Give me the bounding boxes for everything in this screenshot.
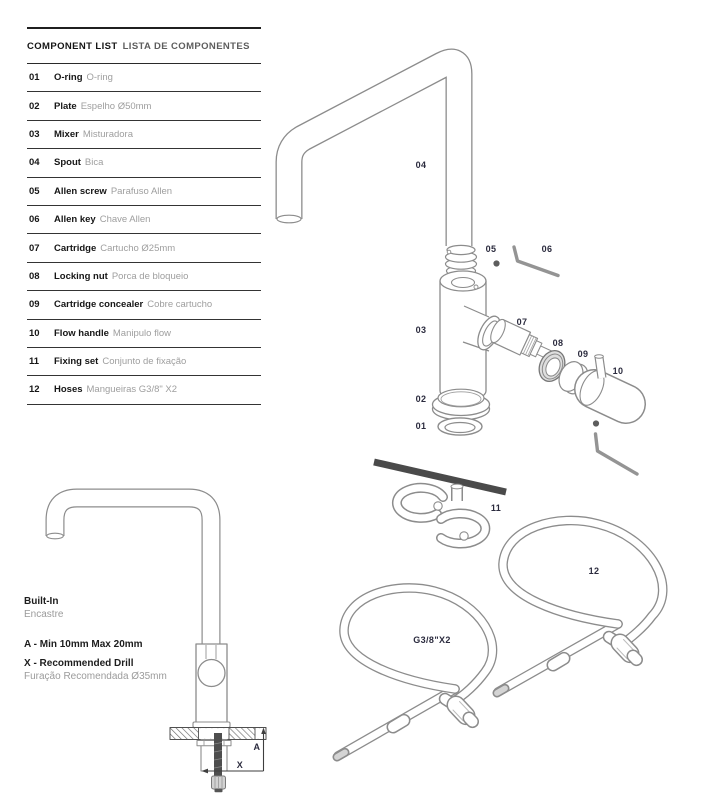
- list-item: [27, 263, 261, 291]
- item-name: Mixer: [54, 128, 79, 140]
- allen-key-2-drawing: [596, 434, 638, 474]
- allen-screw-drawing: [493, 260, 499, 266]
- part-label-01: 01: [415, 421, 427, 431]
- list-item: [27, 121, 261, 149]
- item-translation: Parafuso Allen: [110, 185, 173, 197]
- hoses-illustration: [337, 520, 663, 757]
- list-title-en: COMPONENT LIST: [27, 40, 118, 52]
- part-label-02: 02: [415, 394, 427, 404]
- item-number: 10: [29, 327, 40, 339]
- item-name: Cartridge concealer: [54, 299, 144, 311]
- item-name: Locking nut: [54, 270, 108, 282]
- item-number: 09: [29, 299, 40, 311]
- item-name: O-ring: [54, 72, 83, 84]
- item-translation: Conjunto de fixação: [102, 356, 187, 368]
- item-name: Spout: [54, 157, 81, 169]
- component-list: [27, 27, 261, 405]
- list-item: [27, 64, 261, 92]
- item-translation: O-ring: [86, 72, 113, 84]
- dimension-x-note: X - Recommended Drill: [24, 658, 134, 669]
- dimension-a-note: A - Min 10mm Max 20mm: [24, 639, 143, 650]
- item-translation: Porca de bloqueio: [111, 270, 189, 282]
- item-number: 02: [29, 100, 40, 112]
- flow-handle-drawing: [575, 355, 626, 409]
- part-label-04: 04: [415, 160, 427, 170]
- list-item: [27, 348, 261, 376]
- item-number: 03: [29, 128, 40, 140]
- item-name: Allen screw: [54, 185, 107, 197]
- part-label-06: 06: [541, 244, 553, 254]
- built-in-title: Built-In: [24, 596, 59, 607]
- part-label-09: 09: [577, 349, 589, 359]
- item-translation: Chave Allen: [99, 214, 151, 226]
- item-number: 04: [29, 157, 40, 169]
- item-name: Hoses: [54, 384, 83, 396]
- list-item: [27, 206, 261, 234]
- item-number: 11: [29, 356, 40, 368]
- item-name: Allen key: [54, 214, 96, 226]
- part-label-08: 08: [552, 338, 564, 348]
- o-ring-drawing: [438, 418, 482, 435]
- part-label-12: 12: [588, 566, 600, 576]
- item-number: 06: [29, 214, 40, 226]
- item-translation: Misturadora: [82, 128, 133, 140]
- item-name: Fixing set: [54, 356, 99, 368]
- list-item: [27, 234, 261, 262]
- dimension-x-label: X: [236, 760, 244, 770]
- list-item: [27, 149, 261, 177]
- item-number: 07: [29, 242, 40, 254]
- item-translation: Cobre cartucho: [147, 299, 213, 311]
- component-list-header: [27, 29, 261, 64]
- list-item: [27, 320, 261, 348]
- item-number: 05: [29, 185, 40, 197]
- item-translation: Cartucho Ø25mm: [100, 242, 176, 254]
- part-label-11: 11: [490, 503, 502, 513]
- list-item: [27, 376, 261, 404]
- item-name: Cartridge: [54, 242, 97, 254]
- built-in-note: [24, 595, 214, 683]
- dimension-x-subnote: Furação Recomendada Ø35mm: [24, 671, 167, 682]
- fixing-set-illustration: [374, 462, 506, 544]
- part-label-10: 10: [612, 366, 624, 376]
- item-number: 08: [29, 270, 40, 282]
- spout-drawing: [277, 62, 477, 276]
- list-item: [27, 178, 261, 206]
- item-number: 01: [29, 72, 40, 84]
- list-item: [27, 92, 261, 120]
- exploded-faucet-illustration: [277, 62, 637, 474]
- handle-screw-drawing: [593, 420, 599, 426]
- built-in-subtitle: Encastre: [24, 609, 64, 620]
- plate-drawing: [433, 389, 490, 420]
- item-name: Plate: [54, 100, 77, 112]
- part-label-07: 07: [516, 317, 528, 327]
- list-title-pt: LISTA DE COMPONENTES: [122, 40, 250, 52]
- item-translation: Espelho Ø50mm: [80, 100, 152, 112]
- item-number: 12: [29, 384, 40, 396]
- part-label-03: 03: [415, 325, 427, 335]
- part-label-05: 05: [485, 244, 497, 254]
- dimension-a-label: A: [253, 742, 261, 752]
- list-item: [27, 291, 261, 319]
- hose-size-label: G3/8"X2: [413, 635, 451, 645]
- item-translation: Manipulo flow: [112, 327, 171, 339]
- item-translation: Mangueiras G3/8" X2: [86, 384, 178, 396]
- item-name: Flow handle: [54, 327, 109, 339]
- item-translation: Bica: [84, 157, 104, 169]
